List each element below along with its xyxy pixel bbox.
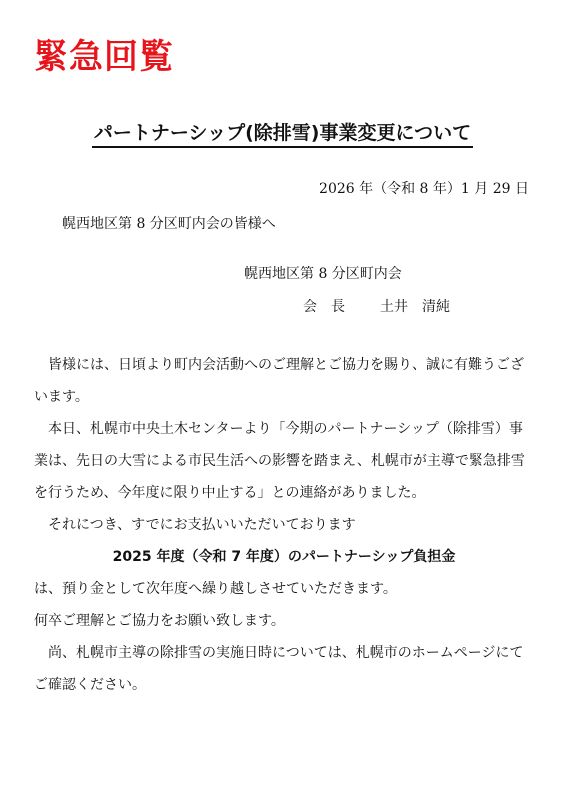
paragraph-fee-line: 2025 年度（令和 7 年度）のパートナーシップ負担金 [112, 549, 456, 565]
sender-organization: 幌西地区第 8 分区町内会 [244, 266, 402, 282]
title-text: パートナーシップ(除排雪)事業変更について [92, 122, 473, 148]
sender-name: 土井 清純 [380, 299, 450, 315]
urgent-circular-stamp: 緊急回覧 [34, 37, 174, 77]
paragraph-payment-intro: それにつき、すでにお支払いいただいております [48, 517, 356, 533]
addressee: 幌西地区第 8 分区町内会の皆様へ [62, 216, 276, 232]
paragraph-greeting: 皆様には、日頃より町内会活動へのご理解とご協力を賜り、誠に有難うございます。 [34, 357, 524, 405]
paragraph-request: 何卒ご理解とご協力をお願い致します。 [34, 613, 285, 629]
paragraph-carryover: は、預り金として次年度へ繰り越しさせていただきます。 [34, 581, 397, 597]
paragraph-homepage-note: 尚、札幌市主導の除排雪の実施日時については、札幌市のホームページにてご確認ください。 [34, 645, 524, 693]
notice-body [34, 349, 534, 701]
page-title [0, 122, 565, 145]
paragraph-announcement: 本日、札幌市中央土木センターより「今期のパートナーシップ（除排雪）事業は、先日の大雪による市民生活への影響を踏まえ、札幌市が主導で緊急排雪を行うため、今年度に限り中止する」との連絡がありました。 [34, 421, 525, 501]
sender-role: 会 長 [303, 299, 345, 315]
issue-date: 2026 年（令和 8 年）1 月 29 日 [319, 181, 529, 197]
